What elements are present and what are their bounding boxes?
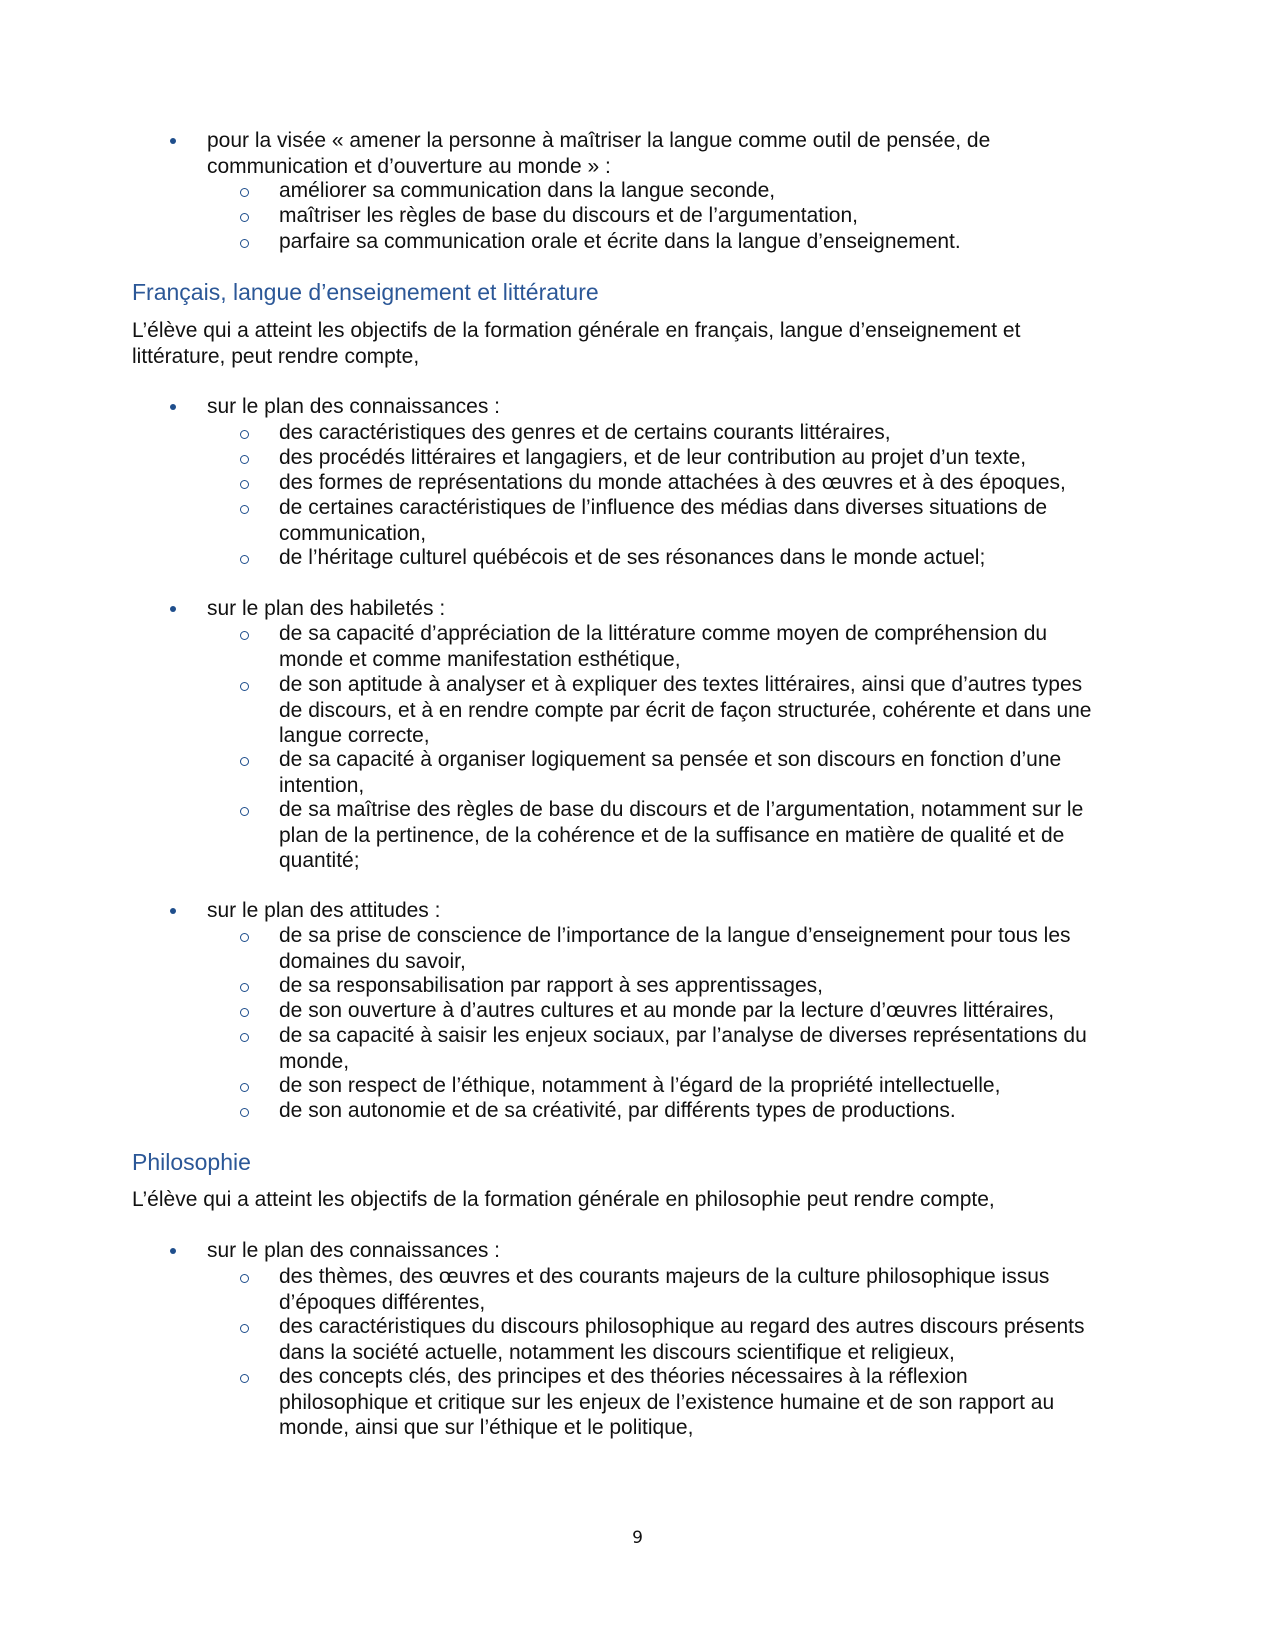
circle-bullet-icon <box>240 1008 249 1017</box>
circle-bullet-icon <box>240 983 249 992</box>
circle-bullet-icon <box>240 480 249 489</box>
circle-bullet-icon <box>240 555 249 564</box>
section-intro: L’élève qui a atteint les objectifs de la formation générale en français, langue d’enseignement et littérature, peut rendre compte, <box>132 319 1021 368</box>
circle-bullet-icon <box>240 1108 249 1117</box>
circle-bullet-icon <box>240 682 249 691</box>
circle-bullet-icon <box>240 188 249 197</box>
circle-bullet-icon <box>240 757 249 766</box>
bullet-dot-icon <box>170 138 176 144</box>
bullet-dot-icon <box>170 606 176 612</box>
bullet-dot-icon <box>170 908 176 914</box>
circle-bullet-icon <box>240 430 249 439</box>
circle-bullet-icon <box>240 505 249 514</box>
circle-bullet-icon <box>240 933 249 942</box>
circle-bullet-icon <box>240 1083 249 1092</box>
circle-bullet-icon <box>240 1033 249 1042</box>
section-heading-francais: Français, langue d’enseignement et littérature <box>132 279 599 305</box>
bullet-dot-icon <box>170 404 176 410</box>
bullet-dot-icon <box>170 1248 176 1254</box>
circle-bullet-icon <box>240 1374 249 1383</box>
section-heading-philosophie: Philosophie <box>132 1149 251 1175</box>
circle-bullet-icon <box>240 213 249 222</box>
circle-bullet-icon <box>240 239 249 248</box>
circle-bullet-icon <box>240 1324 249 1333</box>
circle-bullet-icon <box>240 631 249 640</box>
section-intro: L’élève qui a atteint les objectifs de la formation générale en philosophie peut rendre compte, <box>132 1188 995 1211</box>
circle-bullet-icon <box>240 1274 249 1283</box>
circle-bullet-icon <box>240 807 249 816</box>
document-page: pour la visée « amener la personne à maîtriser la langue comme outil de pensée, de communication et d’ouverture au monde » : améliorer sa communication dans la langue seconde, maîtriser les règles de base du discours et de l’argumentation, parfaire sa communication orale et écrite dans la langue d’enseignement. Français, langue d’enseignement et littérature L’élève qui a atteint les objectifs de la formation générale en français, langue d’enseignement et littérature, peut rendre compte, sur le plan des connaissances : des caractéristiques des genres et de certains courants littéraires, des procédés littéraires et langagiers, et de leur contribution au projet d’un texte, des formes de représentations du monde attachées à des œuvres et à des époques, de certaines caractéristiques de l’influence des médias dans diverses situations de communication, de l’héritage culturel québécois et de ses résonances dans le monde actuel; sur le plan des habiletés : de sa capacité d’appréciation de la littérature comme moyen de compréhension du monde et comme manifestation esthétique, de son aptitude à analyser et à expliquer des textes littéraires, ainsi que d’autres types de discours, et à en rendre compte par écrit de façon structurée, cohérente et dans une langue correcte, de sa capacité à organiser logiquement sa pensée et son discours en fonction d’une intention, de sa maîtrise des règles de base du discours et de l’argumentation, notamment sur le plan de la pertinence, de la cohérence et de la suffisance en matière de qualité et de quantité; sur le plan des attitudes : de sa prise de conscience de l’importance de la langue d’enseignement pour tous les domaines du savoir, de sa responsabilisation par rapport à ses apprentissages, de son ouverture à d’autres cultures et au monde par la lecture d’œuvres littéraires, de sa capacité à saisir les enjeux sociaux, par l’analyse de diverses représentations du monde, de son respect de l’éthique, notamment à l’égard de la propriété intellectuelle, de son autonomie et de sa créativité, par différents types de productions. Philosophie L’élève qui a atteint les objectifs de la formation générale en philosophie peut rendre compte, sur le plan des connaissances : des thèmes, des œuvres et des courants majeurs de la culture philosophique issus d’époques différentes, des caractéristiques du discours philosophique au regard des autres discours présents dans la société actuelle, notamment les discours scientifique et religieux, des concepts clés, des principes et des théories nécessaires à la réflexion philosophique et critique sur les enjeux de l’existence humaine et de son rapport au monde, ainsi que sur l’éthique et le politique, 9 <box>0 0 1275 1650</box>
circle-bullet-icon <box>240 455 249 464</box>
page-number: 9 <box>632 1528 643 1548</box>
